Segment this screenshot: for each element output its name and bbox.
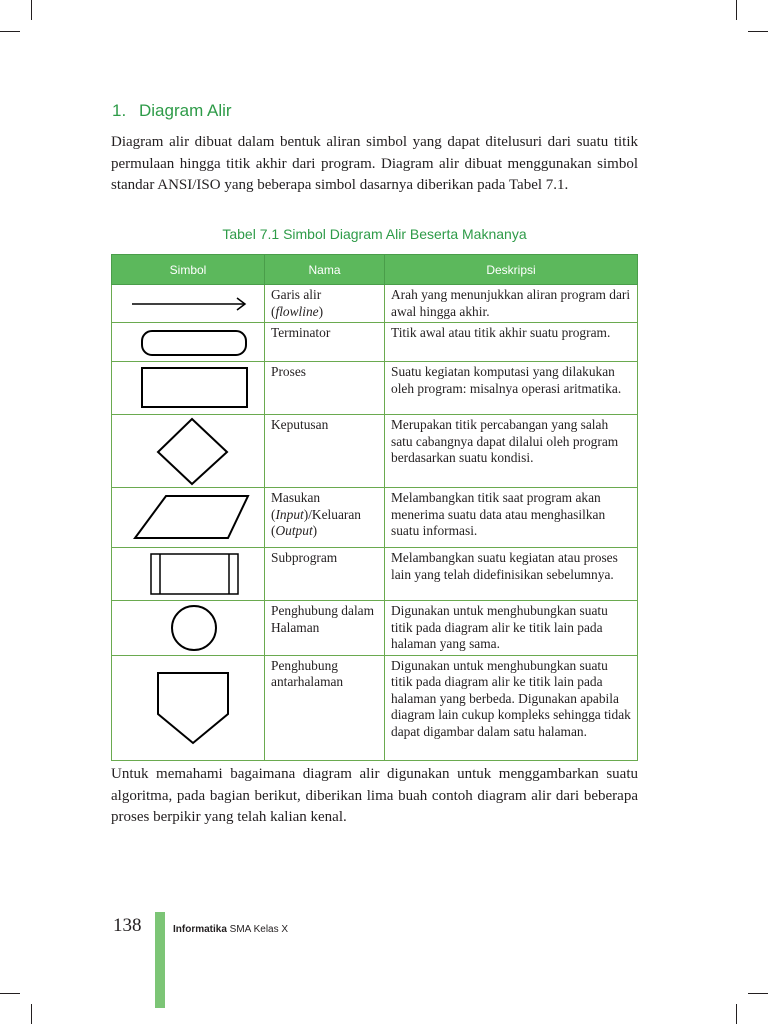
- symbol-cell: [112, 655, 265, 760]
- symbol-name-cell: Penghubung antarhalaman: [265, 655, 385, 760]
- footer-accent-bar: [155, 912, 165, 1008]
- crop-mark: [748, 993, 768, 994]
- symbol-cell: [112, 362, 265, 415]
- page-number: 138: [113, 915, 142, 936]
- table-row: [112, 548, 638, 601]
- symbol-name-cell: Proses: [265, 362, 385, 415]
- symbol-name-cell: Keputusan: [265, 415, 385, 488]
- symbol-name-cell: Penghubung dalam Halaman: [265, 601, 385, 656]
- book-title-bold: Informatika: [173, 924, 227, 935]
- symbol-description-cell: Titik awal atau titik akhir suatu program.: [385, 323, 638, 362]
- crop-mark: [736, 0, 737, 20]
- symbol-description-cell: Digunakan untuk menghubungkan suatu titik pada diagram alir ke titik lain pada halaman yang sama.: [385, 601, 638, 656]
- crop-mark: [736, 1004, 737, 1024]
- table-row: [112, 285, 638, 323]
- off-page-connector-icon: [112, 669, 264, 747]
- crop-mark: [31, 1004, 32, 1024]
- symbol-cell: [112, 415, 265, 488]
- table-row: [112, 655, 638, 760]
- crop-mark: [0, 31, 20, 32]
- section-heading: [112, 101, 232, 121]
- closing-paragraph: Untuk memahami bagaimana diagram alir digunakan untuk menggambarkan suatu algoritma, pada bagian berikut, diberikan lima buah contoh diagram alir dari beberapa proses berpikir yang telah kalian kenal.: [111, 766, 638, 825]
- table-header-row: [112, 255, 638, 285]
- table-row: [112, 323, 638, 362]
- column-header: Deskripsi: [385, 255, 638, 285]
- table-row: [112, 415, 638, 488]
- arrow-icon: [112, 294, 264, 314]
- symbol-description-cell: Suatu kegiatan komputasi yang dilakukan oleh program: misalnya operasi aritmatika.: [385, 362, 638, 415]
- section-number: 1.: [112, 101, 127, 120]
- on-page-connector-icon: [112, 604, 264, 652]
- symbol-cell: [112, 548, 265, 601]
- subprogram-icon: [112, 551, 264, 597]
- symbol-cell: [112, 285, 265, 323]
- symbol-name-cell: Garis alir (flowline): [265, 285, 385, 323]
- column-header: Nama: [265, 255, 385, 285]
- symbol-name-cell: Masukan (Input)/Keluaran (Output): [265, 488, 385, 548]
- table-row: [112, 488, 638, 548]
- book-title-rest: SMA Kelas X: [226, 924, 289, 935]
- symbol-cell: [112, 323, 265, 362]
- table-row: [112, 362, 638, 415]
- crop-mark: [31, 0, 32, 20]
- symbol-cell: [112, 488, 265, 548]
- crop-mark: [748, 31, 768, 32]
- symbol-description-cell: Merupakan titik percabangan yang salah satu cabangnya dapat dilalui oleh program berdasarkan suatu kondisi.: [385, 415, 638, 488]
- column-header: Simbol: [112, 255, 265, 285]
- table-caption: Tabel 7.1 Simbol Diagram Alir Beserta Maknanya: [222, 226, 527, 242]
- section-title: Diagram Alir: [139, 101, 232, 120]
- intro-paragraph: Diagram alir dibuat dalam bentuk aliran simbol yang dapat ditelusuri dari suatu titik permulaan hingga titik akhir dari program. Diagram alir dibuat menggunakan simbol standar ANSI/ISO yang beberapa simbol dasarnya diberikan pada Tabel 7.1.: [111, 134, 638, 193]
- flowchart-symbols-table: [111, 254, 638, 761]
- symbol-description-cell: Melambangkan suatu kegiatan atau proses lain yang telah didefinisikan sebelumnya.: [385, 548, 638, 601]
- book-title: [173, 924, 288, 935]
- symbol-description-cell: Arah yang menunjukkan aliran program dari awal hingga akhir.: [385, 285, 638, 323]
- symbol-description-cell: Digunakan untuk menghubungkan suatu titik pada diagram alir ke titik lain pada halaman yang berbeda. Digunakan apabila diagram lain cukup kompleks sehingga tidak dapat digambar dalam satu halaman.: [385, 655, 638, 760]
- symbol-description-cell: Melambangkan titik saat program akan menerima suatu data atau menghasilkan suatu informasi.: [385, 488, 638, 548]
- input-output-icon: [112, 493, 264, 543]
- symbol-name-cell: Terminator: [265, 323, 385, 362]
- decision-icon: [112, 416, 264, 486]
- crop-mark: [0, 993, 20, 994]
- symbol-cell: [112, 601, 265, 656]
- process-icon: [112, 366, 264, 410]
- symbol-name-cell: Subprogram: [265, 548, 385, 601]
- table-row: [112, 601, 638, 656]
- terminator-icon: [112, 327, 264, 357]
